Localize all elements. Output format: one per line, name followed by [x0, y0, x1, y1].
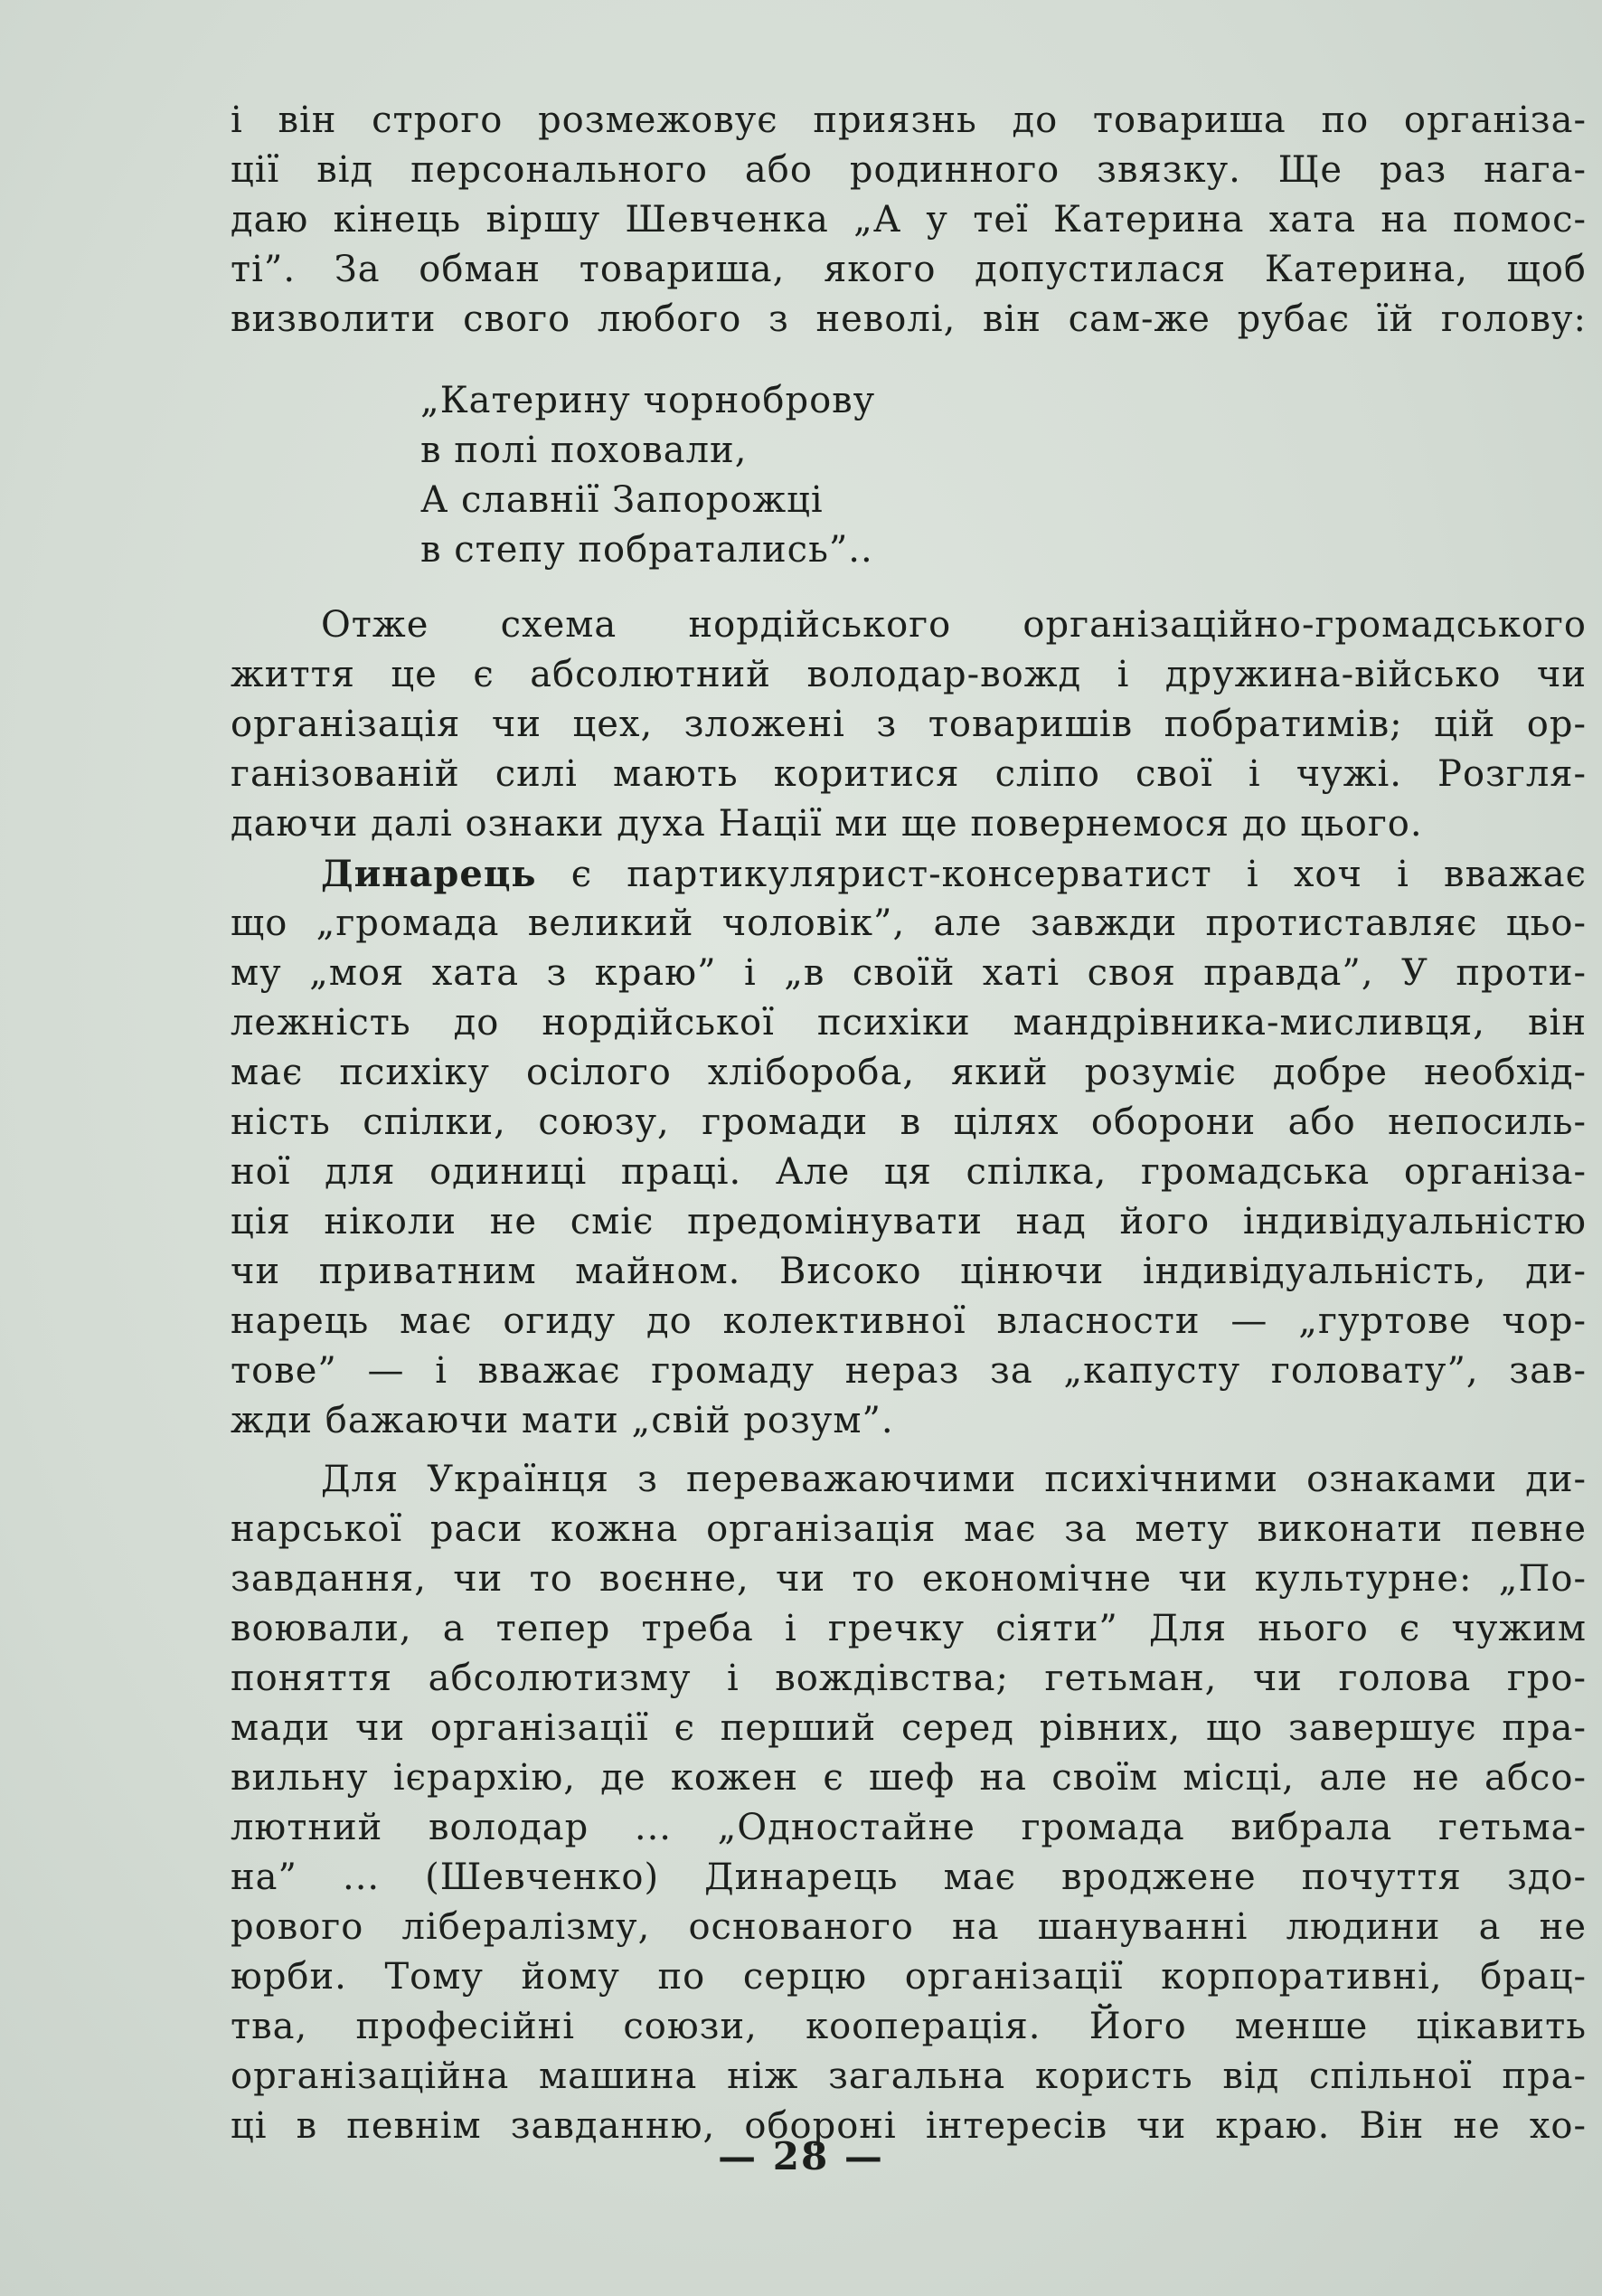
term-dinarets: Динарець	[321, 853, 537, 895]
text-line: вильну ієрархію, де кожен є шеф на своїм місці, але не абсо-	[231, 1757, 1587, 1799]
text-line: ність спілки, союзу, громади в цілях оборони або непосиль-	[231, 1101, 1587, 1143]
text-line: даючи далі ознаки духа Нації ми ще повернемося до цього.	[231, 803, 1423, 845]
poem-line: в степу побратались”..	[420, 529, 873, 571]
text-line: ті”. За обман товариша, якого допустилася Катерина, щоб	[231, 249, 1587, 290]
text-line: тове” — і вважає громаду нераз за „капусту головату”, зав-	[231, 1350, 1587, 1392]
text-line: має психіку осілого хлібороба, який розуміє добре необхід-	[231, 1052, 1587, 1093]
text-line: ці в певнім завданню, обороні інтересів чи краю. Він не хо-	[231, 2105, 1587, 2147]
text-line: ція ніколи не сміє предомінувати над його індивідуальністю	[231, 1201, 1587, 1242]
text-line: організація чи цех, зложені з товаришів побратимів; цій ор-	[231, 704, 1587, 745]
text-line: нарської раси кожна організація має за мету виконати певне	[231, 1508, 1587, 1550]
text-line: ної для одиниці праці. Але ця спілка, громадська організа-	[231, 1151, 1587, 1193]
page-number: — 28 —	[718, 2134, 884, 2178]
text-line: чи приватним майном. Високо цінючи індивідуальність, ди-	[231, 1251, 1587, 1292]
poem-line: в полі поховали,	[420, 430, 748, 471]
poem-line: „Катерину чорноброву	[420, 380, 876, 421]
text-line: рового лібералізму, основаного на шануванні людини а не	[231, 1906, 1587, 1948]
text-line: даю кінець віршу Шевченка „А у теї Катерина хата на помос-	[231, 199, 1587, 241]
text-line: воювали, а тепер треба і гречку сіяти” Для нього є чужим	[231, 1608, 1587, 1649]
text-line: організаційна машина ніж загальна користь від спільної пра-	[231, 2055, 1587, 2097]
text-line: лютний володар ... „Одностайне громада вибрала гетьма-	[231, 1807, 1587, 1848]
text-line: визволити свого любого з неволі, він сам-же рубає їй голову:	[231, 298, 1587, 340]
text-line: ції від персонального або родинного звязку. Ще раз нага-	[231, 149, 1587, 191]
text-line: поняття абсолютизму і вождівства; гетьман, чи голова гро-	[231, 1658, 1587, 1699]
text-line: юрби. Тому йому по серцю організації корпоративні, брац-	[231, 1956, 1587, 1998]
poem-line: А славнії Запорожці	[420, 479, 824, 521]
text-line: завдання, чи то воєнне, чи то економічне чи культурне: „По-	[231, 1558, 1587, 1600]
text-line: му „моя хата з краю” і „в своїй хаті своя правда”, У проти-	[231, 952, 1587, 994]
text-line: Для Українця з переважаючими психічними ознаками ди-	[321, 1459, 1587, 1500]
text-span: є партикулярист-консерватист і хоч і вважає	[536, 854, 1587, 895]
text-line: ганізованій силі мають коритися сліпо свої і чужі. Розгля-	[231, 753, 1587, 795]
text-line: нарець має огиду до колективної власности — „гуртове чор-	[231, 1300, 1587, 1342]
text-line: жди бажаючи мати „свій розум”.	[231, 1400, 894, 1441]
text-line: тва, професійні союзи, кооперація. Його менше цікавить	[231, 2006, 1587, 2047]
text-line: лежність до нордійської психіки мандрівника-мисливця, він	[231, 1002, 1587, 1044]
text-line: що „громада великий чоловік”, але завжди протиставляє цьо-	[231, 902, 1587, 944]
text-line: на” ... (Шевченко) Динарець має вроджене почуття здо-	[231, 1857, 1587, 1898]
text-line: мади чи організації є перший серед рівних, що завершує пра-	[231, 1707, 1587, 1749]
text-line: Отже схема нордійського організаційно-громадського	[321, 604, 1587, 646]
text-line	[321, 853, 1587, 895]
text-line: життя це є абсолютний володар-вожд і дружина-військо чи	[231, 654, 1587, 695]
text-line: і він строго розмежовує приязнь до товариша по організа-	[231, 99, 1587, 141]
